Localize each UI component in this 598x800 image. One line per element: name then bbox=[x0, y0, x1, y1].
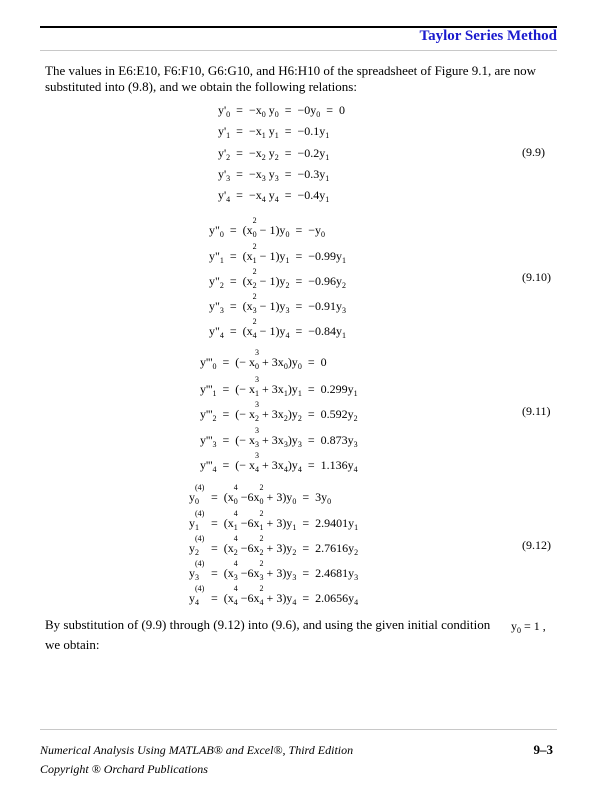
eq-9-12-row: y (4) $_1$ = (x 4 $_1$ −6x 2 $_1 + 3)y_1 = 2.9401y_1$ bbox=[189, 509, 359, 532]
initial-condition: $y_0 = 1$ , bbox=[511, 619, 546, 635]
eq-9-11-row: $y'''_1$ = (− x 3 $_1 + 3x_1)y_1 = 0.299y_1$ bbox=[200, 375, 358, 398]
closing-paragraph-line1: By substitution of (9.9) through (9.12) into (9.6), and using the given initial condition bbox=[45, 617, 491, 632]
eq-9-10-row: $y"_2 = (x$ 2 $_2 - 1)y_2 = -0.96y_2$ bbox=[209, 267, 346, 290]
footer-book-title: Numerical Analysis Using MATLAB® and Excel®, Third Edition bbox=[40, 743, 354, 757]
page-number: 9–3 bbox=[533, 742, 553, 757]
eq-9-9-row: $y'_3 = -x_3$ $y_3 = -0.3y_1$ bbox=[218, 167, 330, 183]
footer-copyright: Copyright ® Orchard Publications bbox=[40, 762, 208, 776]
eq-9-12-row: y (4) $_4$ = (x 4 $_4$ −6x 2 $_4 + 3)y_4 = 2.0656y_4$ bbox=[189, 584, 359, 607]
eq-9-10-row: $y"_0 = (x$ 2 $_0 - 1)y_0 = -y_0$ bbox=[209, 216, 325, 239]
eq-9-9-row: $y'_2 = -x_2$ $y_2 = -0.2y_1$ bbox=[218, 146, 330, 162]
intro-paragraph: The values in E6:E10, F6:F10, G6:G10, and H6:H10 of the spreadsheet of Figure 9.1, are now substituted into (9.8), and we obtain the following relations: bbox=[45, 63, 537, 94]
eq-9-10-row: $y"_1 = (x$ 2 $_1 - 1)y_1 = -0.99y_1$ bbox=[209, 242, 346, 265]
eq-9-12-row: y (4) $_3$ = (x 4 $_3$ −6x 2 $_3 + 3)y_3 = 2.4681y_3$ bbox=[189, 559, 359, 582]
eq-9-12-row: y (4) $_2$ = (x 4 $_2$ −6x 2 $_2 + 3)y_2 = 2.7616y_2$ bbox=[189, 534, 359, 557]
closing-paragraph-line2: we obtain: bbox=[45, 637, 100, 652]
header-divider bbox=[40, 50, 557, 51]
eq-9-11-row: $y'''_0$ = (− x 3 $_0 + 3x_0)y_0 = 0$ bbox=[200, 348, 327, 371]
equation-number: (9.10) bbox=[522, 270, 551, 284]
eq-9-11-row: $y'''_2$ = (− x 3 $_2 + 3x_2)y_2 = 0.592y_2$ bbox=[200, 400, 358, 423]
eq-9-9-row: $y'_1 = -x_1$ $y_1 = -0.1y_1$ bbox=[218, 124, 330, 140]
eq-9-10-row: $y"_4 = (x$ 2 $_4 - 1)y_4 = -0.84y_1$ bbox=[209, 317, 346, 340]
eq-9-9-row: $y'_4 = -x_4$ $y_4 = -0.4y_1$ bbox=[218, 188, 330, 204]
equation-number: (9.11) bbox=[522, 404, 551, 418]
eq-9-11-row: $y'''_3$ = (− x 3 $_3 + 3x_3)y_3 = 0.873y_3$ bbox=[200, 426, 358, 449]
eq-9-9-row: $y'_0 = -x_0$ $y_0 = -0y_0 = 0$ bbox=[218, 103, 346, 119]
footer-divider bbox=[40, 729, 557, 730]
section-title: Taylor Series Method bbox=[419, 28, 557, 44]
eq-9-10-row: $y"_3 = (x$ 2 $_3 - 1)y_3 = -0.91y_3$ bbox=[209, 292, 346, 315]
eq-9-11-row: $y'''_4$ = (− x 3 $_4 + 3x_4)y_4 = 1.136y_4$ bbox=[200, 451, 358, 474]
eq-9-12-row: y (4) $_0$ = (x 4 $_0$ −6x 2 $_0 + 3)y_0 = 3y_0$ bbox=[189, 483, 332, 506]
equation-number: (9.9) bbox=[522, 145, 545, 159]
equation-number: (9.12) bbox=[522, 538, 551, 552]
